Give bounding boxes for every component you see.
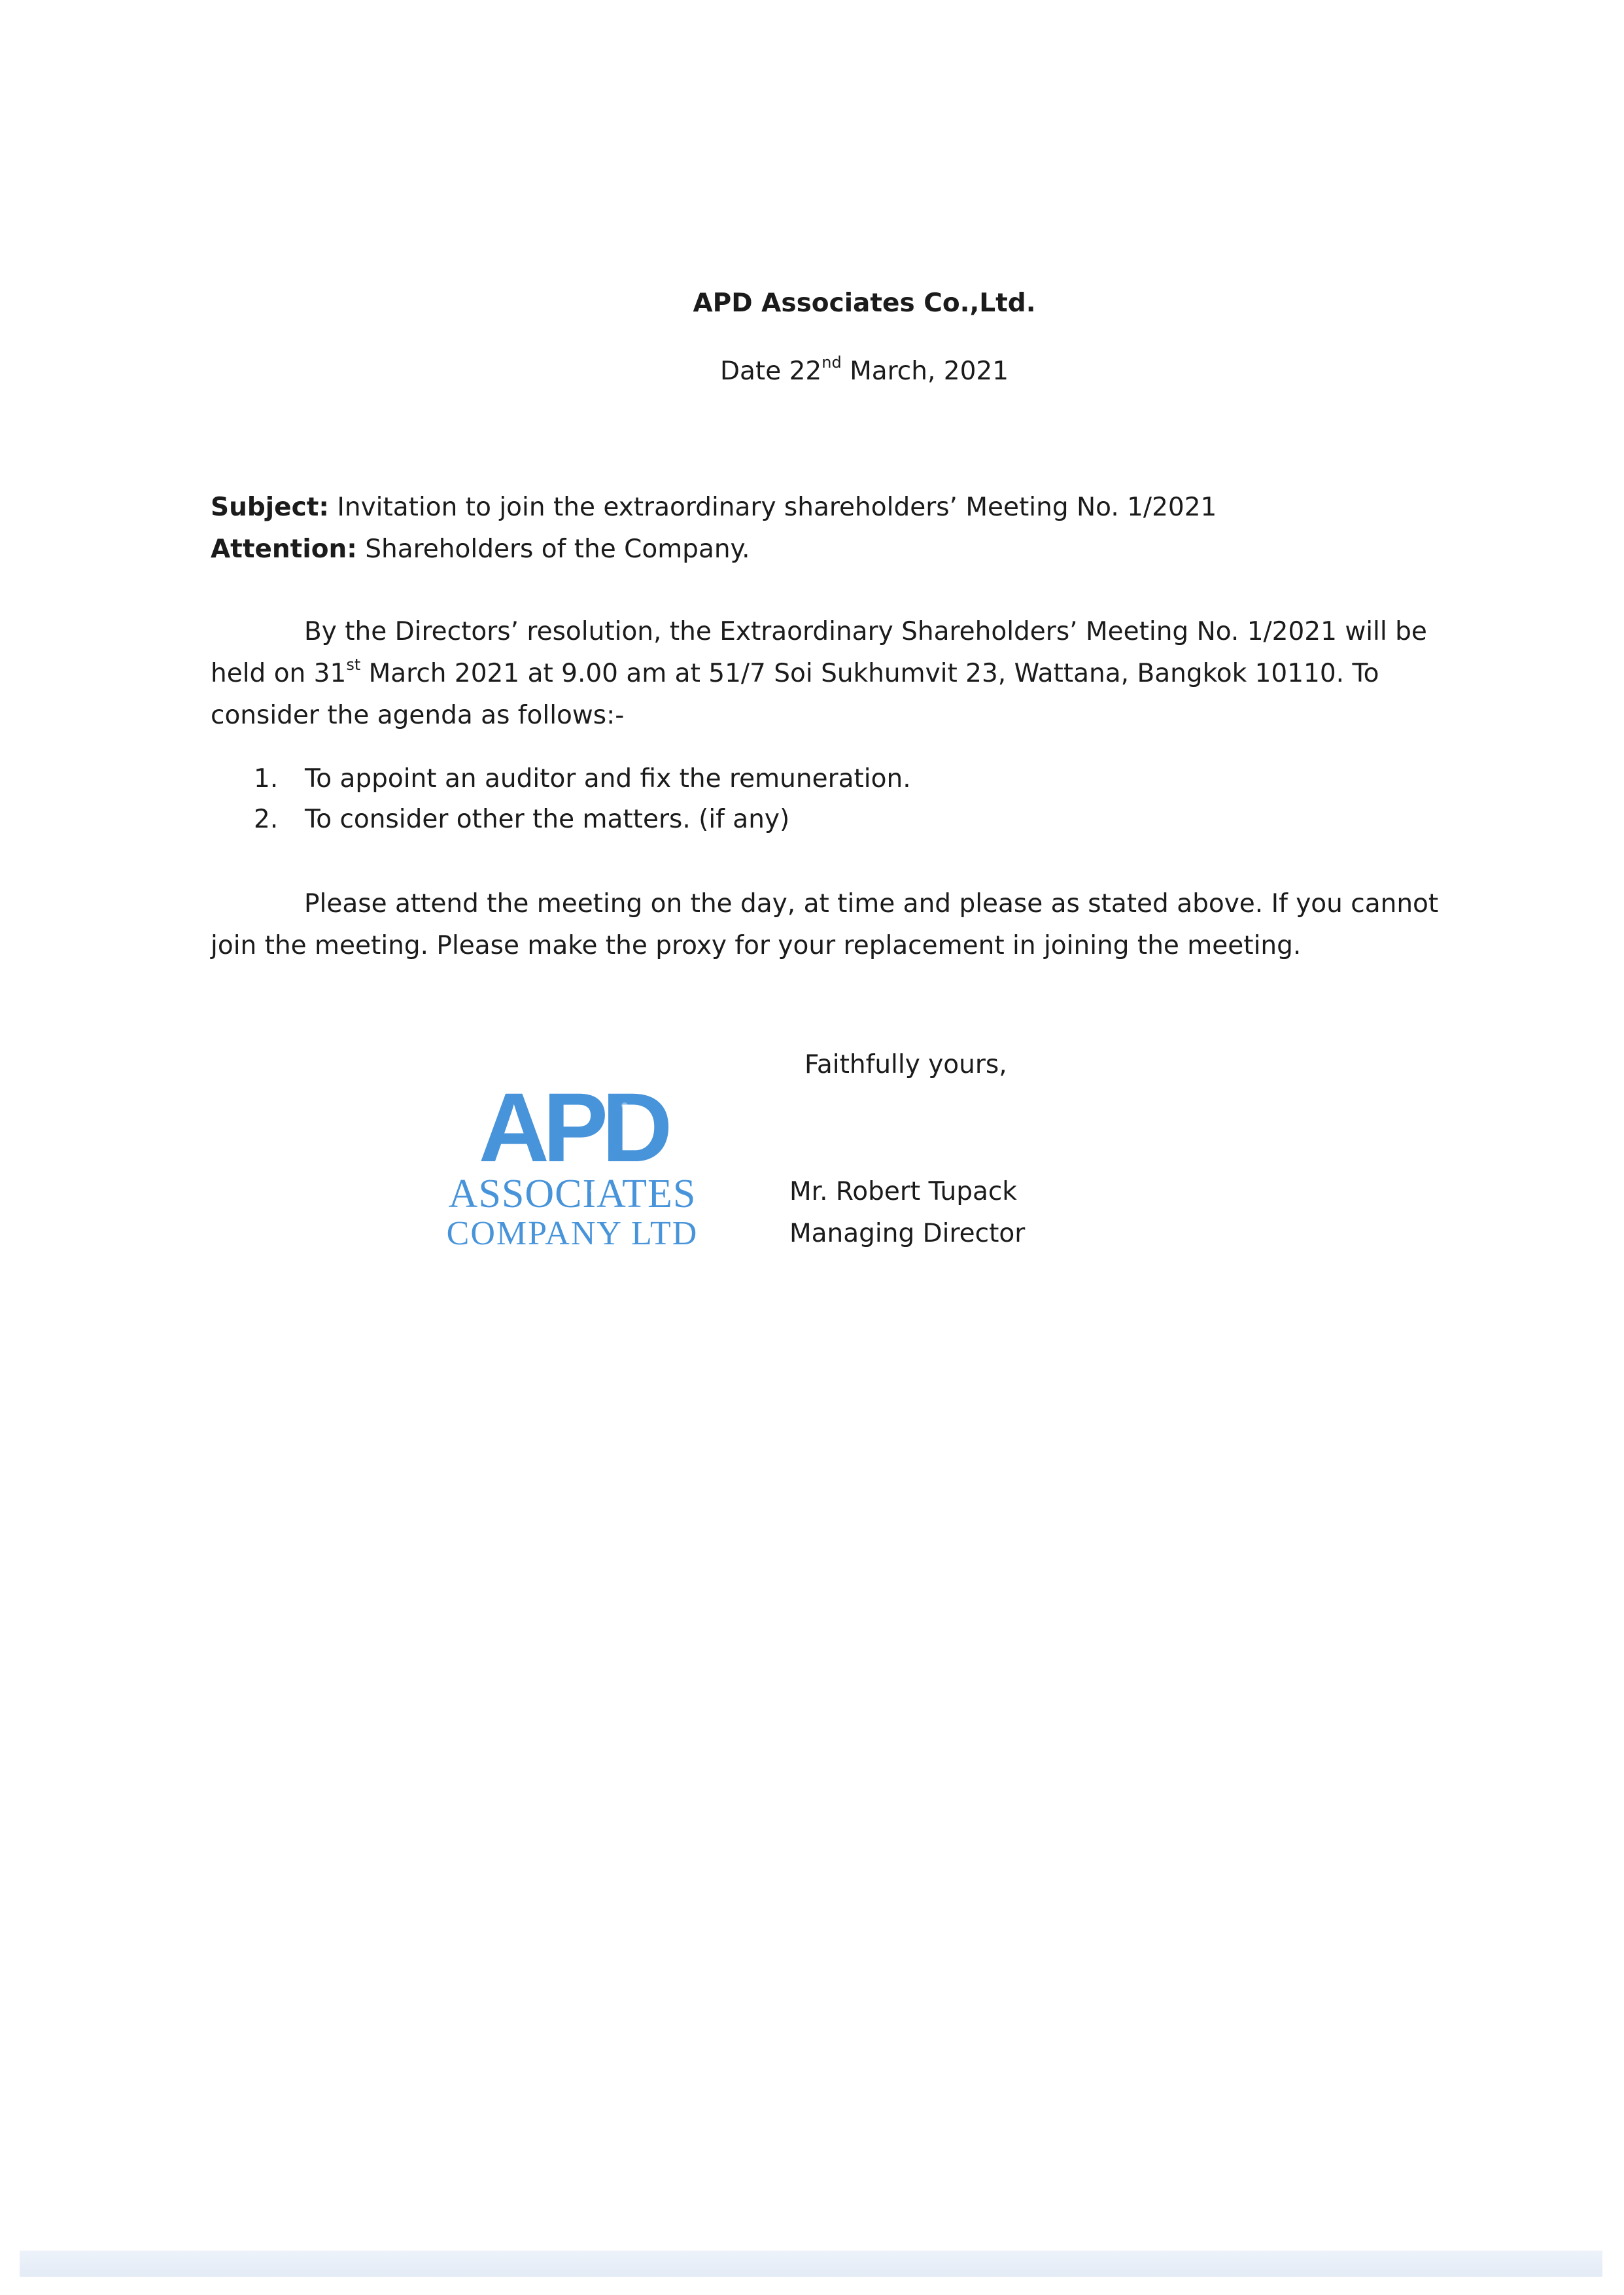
agenda-item-number: 1. bbox=[254, 764, 279, 794]
company-name: APD Associates Co.,Ltd. bbox=[693, 289, 1036, 318]
attention-label: Attention: bbox=[211, 534, 357, 564]
subject-text: Invitation to join the extraordinary shareholders’ Meeting No. 1/2021 bbox=[328, 493, 1217, 522]
date-prefix: Date 22 bbox=[719, 357, 822, 386]
signer-title: Managing Director bbox=[789, 1219, 1026, 1248]
agenda-item-text: To consider other the matters. (if any) bbox=[305, 805, 790, 834]
stamp-line3: COMPANY LTD bbox=[446, 1215, 699, 1250]
invitation-paragraph bbox=[211, 611, 1479, 737]
letter-date bbox=[52, 353, 1624, 390]
stamp-line1: APD bbox=[478, 1073, 666, 1182]
closing-salutation: Faithfully yours, bbox=[804, 1050, 1007, 1079]
paragraph1-part1: By the Directors’ resolution, the Extraordinary Shareholders’ Meeting No. 1/2021 will be held on 31 bbox=[211, 617, 1427, 688]
subject-label: Subject: bbox=[211, 493, 329, 522]
agenda-item bbox=[254, 759, 911, 799]
scan-edge-strip bbox=[20, 2251, 1602, 2277]
agenda-item bbox=[254, 799, 911, 840]
agenda-item-text: To appoint an auditor and fix the remuneration. bbox=[305, 764, 911, 794]
date-rest: March, 2021 bbox=[841, 357, 1009, 386]
paragraph1-part2: March 2021 at 9.00 am at 51/7 Soi Sukhumvit 23, Wattana, Bangkok 10110. To consider the agenda as follows:- bbox=[211, 659, 1379, 730]
paragraph1-suffix: st bbox=[346, 656, 361, 674]
company-stamp bbox=[409, 1073, 736, 1250]
stamp-line2: ASSOCIATES bbox=[448, 1172, 697, 1216]
signer-name: Mr. Robert Tupack bbox=[789, 1177, 1017, 1206]
agenda-list bbox=[254, 759, 911, 840]
attention-line bbox=[211, 531, 750, 568]
agenda-item-number: 2. bbox=[254, 805, 279, 834]
subject-line bbox=[211, 489, 1217, 526]
date-suffix: nd bbox=[821, 353, 842, 372]
attendance-paragraph: Please attend the meeting on the day, at time and please as stated above. If you cannot join the meeting. Please make the proxy for your replacement in joining the meeting. bbox=[211, 889, 1439, 960]
signature-block bbox=[789, 1171, 1025, 1255]
attention-text: Shareholders of the Company. bbox=[356, 534, 750, 564]
